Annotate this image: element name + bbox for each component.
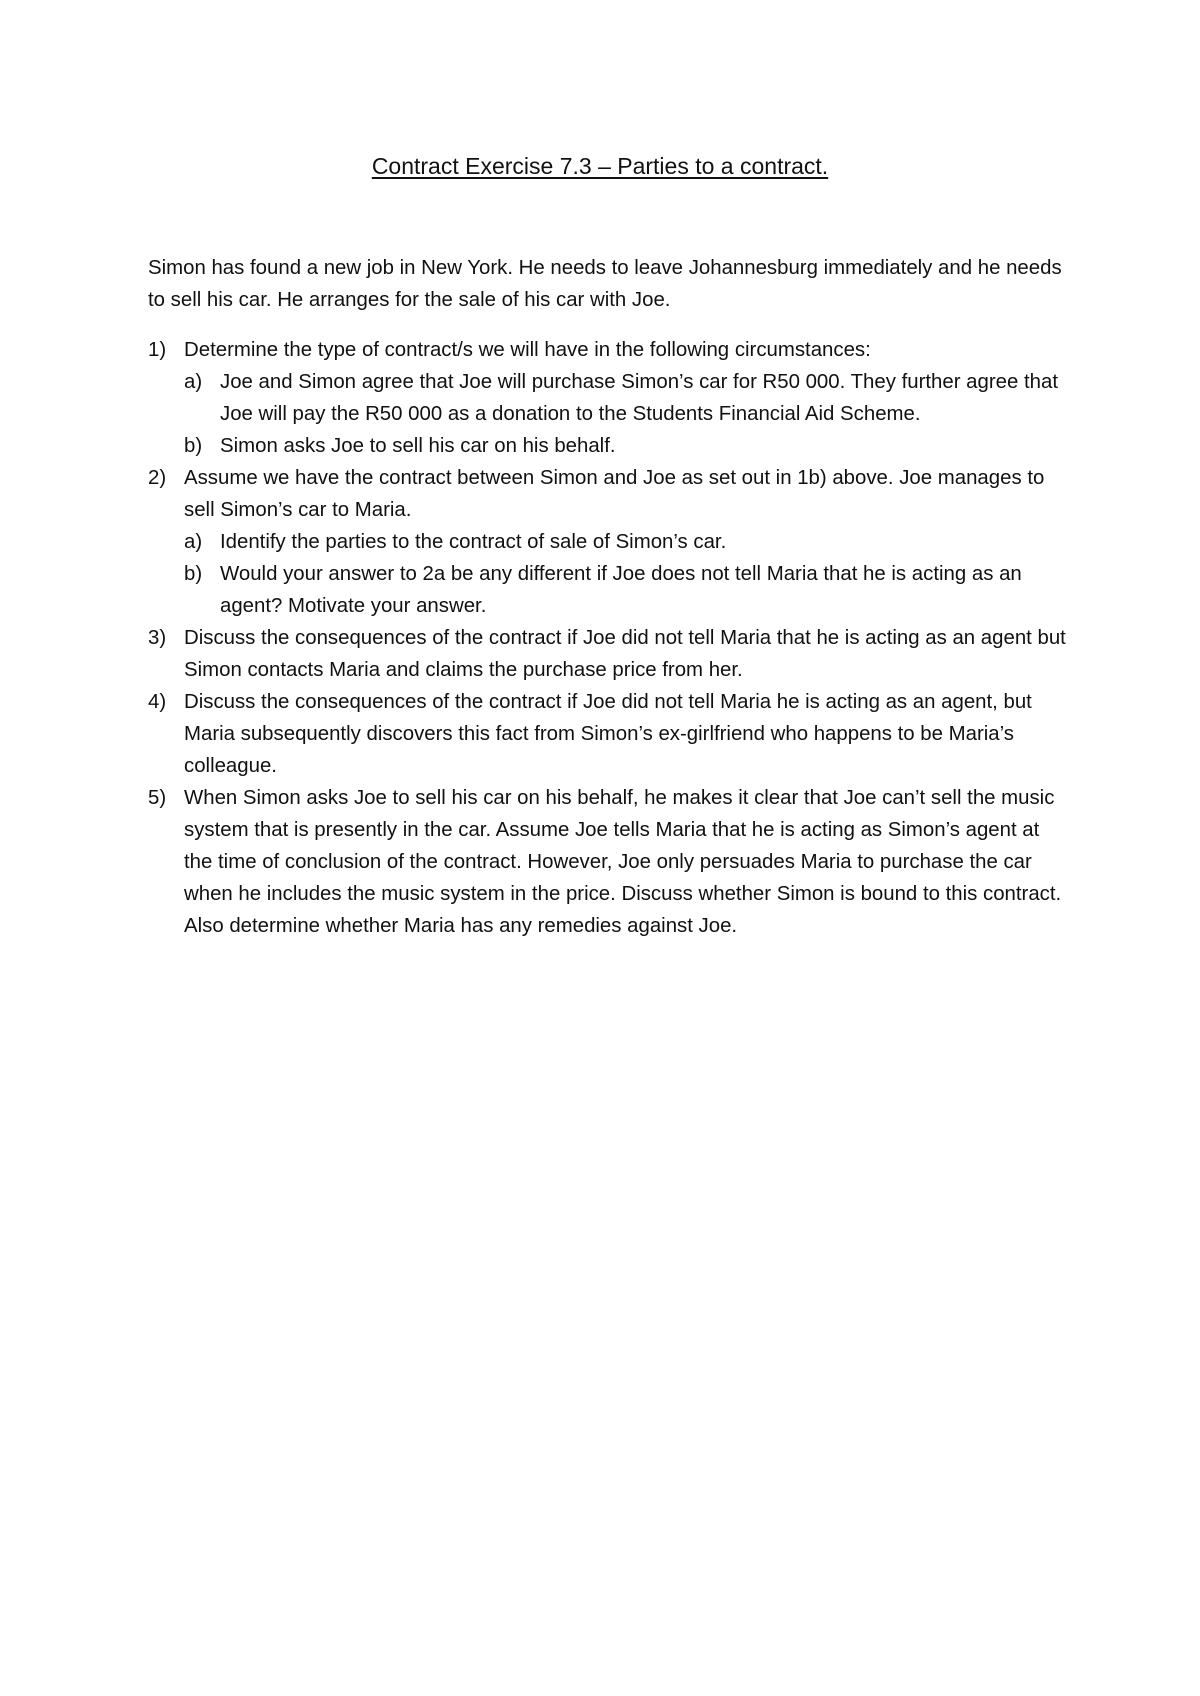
sub-question-list: [184, 366, 1068, 462]
sub-question-1b: [184, 430, 1068, 462]
intro-paragraph: Simon has found a new job in New York. He needs to leave Johannesburg immediately and he needs to sell his car. He arranges for the sale of his car with Joe.: [148, 257, 1062, 311]
sub-question-2a: [184, 526, 1068, 558]
question-text: Discuss the consequences of the contract if Joe did not tell Maria that he is acting as an agent but Simon contacts Maria and claims the purchase price from her.: [184, 627, 1066, 681]
question-list: [148, 334, 1068, 942]
question-1: [148, 334, 1068, 462]
question-number: 3): [148, 627, 167, 649]
sub-question-letter: b): [184, 435, 203, 457]
document-body: [148, 252, 1068, 942]
question-number: 5): [148, 787, 167, 809]
sub-question-text: Identify the parties to the contract of sale of Simon’s car.: [220, 531, 727, 553]
sub-question-2b: [184, 558, 1068, 622]
sub-question-letter: b): [184, 563, 203, 585]
sub-question-1a: [184, 366, 1068, 430]
question-text: Discuss the consequences of the contract if Joe did not tell Maria he is acting as an agent, but Maria subsequently discovers this fact from Simon’s ex-girlfriend who happens to be Maria’s colleague.: [184, 691, 1032, 777]
question-5: [148, 782, 1068, 942]
sub-question-letter: a): [184, 371, 203, 393]
sub-question-text: Simon asks Joe to sell his car on his behalf.: [220, 435, 616, 457]
question-text: Determine the type of contract/s we will have in the following circumstances:: [184, 339, 871, 361]
sub-question-text: Joe and Simon agree that Joe will purchase Simon’s car for R50 000. They further agree that Joe will pay the R50 000 as a donation to the Students Financial Aid Scheme.: [220, 371, 1058, 425]
question-text: Assume we have the contract between Simon and Joe as set out in 1b) above. Joe manages to sell Simon’s car to Maria.: [184, 467, 1045, 521]
document-title: Contract Exercise 7.3 – Parties to a contract.: [371, 153, 829, 179]
question-number: 2): [148, 467, 167, 489]
sub-question-text: Would your answer to 2a be any different if Joe does not tell Maria that he is acting as an agent? Motivate your answer.: [220, 563, 1022, 617]
question-4: [148, 686, 1068, 782]
sub-question-list: [184, 526, 1068, 622]
question-text: When Simon asks Joe to sell his car on his behalf, he makes it clear that Joe can’t sell the music system that is presently in the car. Assume Joe tells Maria that he is acting as Simon’s agent at the time of conclusion of the contract. However, Joe only persuades Maria to purchase the car when he includes the music system in the price. Discuss whether Simon is bound to this contract. Also determine whether Maria has any remedies against Joe.: [184, 787, 1062, 937]
question-number: 4): [148, 691, 167, 713]
question-2: [148, 462, 1068, 622]
question-number: 1): [148, 339, 167, 361]
question-3: [148, 622, 1068, 686]
sub-question-letter: a): [184, 531, 203, 553]
